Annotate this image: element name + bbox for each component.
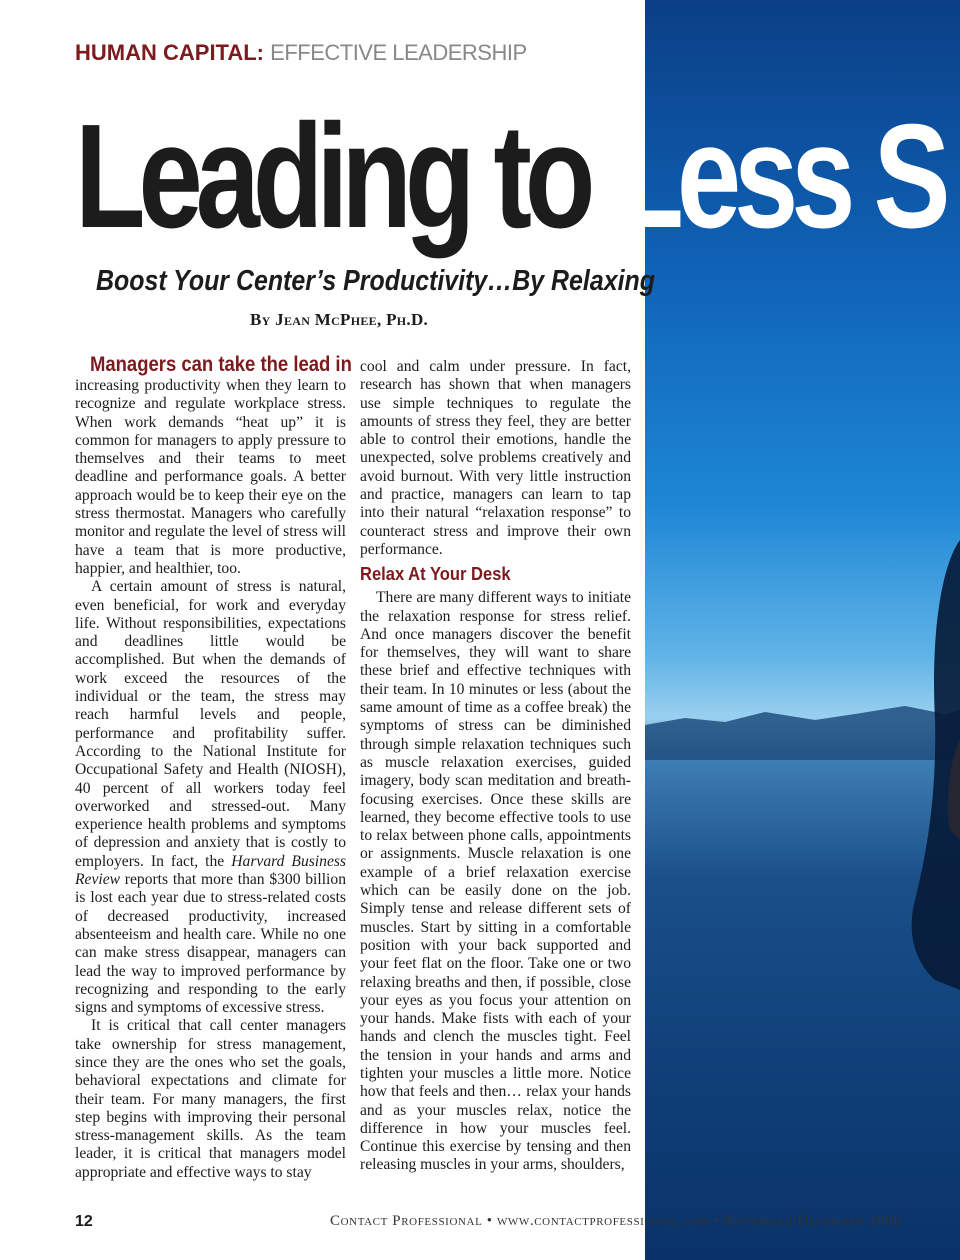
section-label (75, 38, 527, 68)
section-category: HUMAN CAPITAL: (75, 40, 265, 65)
paragraph: It is critical that call center managers take ownership for stress management, since they are the ones who set the goals, behavioral expectations and climate for their team. For many managers, the first step begins with improving their personal stress-management skills. As the team leader, it is critical that managers model appropriate and effective ways to stay (75, 1017, 346, 1181)
paragraph-text: A certain amount of stress is natural, even beneficial, for work and everyday life. Without responsibilities, expectations and deadlines little would be accomplished. But when the demands of work exceed the resources of the individual or the team, the stress may reach harmful levels and people, performance and profitability suffer. According to the National Institute for Occupational Safety and Health (NIOSH), 40 percent of all workers today feel overworked and stressed-out. Many experience health problems and symptoms of depression and anxiety that is costly to employers. In fact, the (75, 578, 346, 870)
page-number: 12 (75, 1213, 93, 1230)
article-subtitle: Boost Your Center’s Productivity…By Relaxing (96, 265, 655, 297)
author-byline: By Jean McPhee, Ph.D. (250, 310, 429, 329)
section-topic: EFFECTIVE LEADERSHIP (270, 40, 527, 65)
publication-title: Harvard Business Review (75, 852, 346, 889)
headline-part-light: Less S (613, 94, 944, 259)
paragraph (75, 578, 346, 1017)
article-headline (75, 92, 944, 262)
text-column-right (360, 358, 631, 1175)
section-heading: Relax At Your Desk (360, 564, 511, 585)
paragraph: increasing productivity when they learn to recognize and regulate workplace stress. When work demands “heat up” it is common for managers to apply pressure to themselves and their teams to meet deadline and performance goals. A better approach would be to keep their eye on the stress thermostat. Managers who carefully monitor and regulate the level of stress will have a team that is more productive, happier, and healthier, too. (75, 377, 346, 577)
lead-in: Managers can take the lead in (89, 353, 352, 376)
headline-part-dark: Leading to (75, 94, 589, 259)
paragraph: cool and calm under pressure. In fact, research has shown that when managers use simple techniques to regulate the amounts of stress they feel, they are better able to control their emotions, handle the unexpected, solve problems creatively and avoid burnout. With very little instruction and practice, managers can learn to tap into their natural “relaxation response” to counteract stress and improve their own performance. (360, 358, 631, 558)
paragraph: There are many different ways to initiate the relaxation response for stress relief. And once managers discover the benefit for themselves, they will want to share these brief and effective techniques with their team. In 10 minutes or less (about the same amount of time as a coffee break) the symptoms of stress can be diminished through simple relaxation techniques such as muscle relaxation exercises, guided imagery, body scan meditation and breath-focusing exercises. Once these skills are learned, they become effective tools to use to relax between phone calls, appointments or assignments. Muscle relaxation is one example of a brief relaxation exercise which can be easily done on the job. Simply tense and release different sets of muscles. Start by sitting in a comfortable position with your back supported and your feet flat on the floor. Take one or two relaxing breaths and then, if possible, close your eyes as you focus your attention on your hands. Make fists with each of your hands and clench the muscles tight. Feel the tension in your hands and arms and tighten your muscles a little more. Notice how that feels and then… relax your hands and as your muscles relax, notice the difference in how your muscles feel. Continue this exercise by tensing and then releasing muscles in your arms, shoulders, (360, 589, 631, 1174)
paragraph-text: reports that more than $300 billion is lost each year due to stress-related costs of decreased productivity, increased absenteeism and health care. While no one can make stress disappear, managers can lead the way to improved performance by recognizing and responding to the early signs and symptoms of excessive stress. (75, 871, 346, 1017)
publication-footer: Contact Professional • www.contactprofessional.com • November/December 2006 (330, 1213, 902, 1229)
text-column-left (75, 353, 352, 1182)
